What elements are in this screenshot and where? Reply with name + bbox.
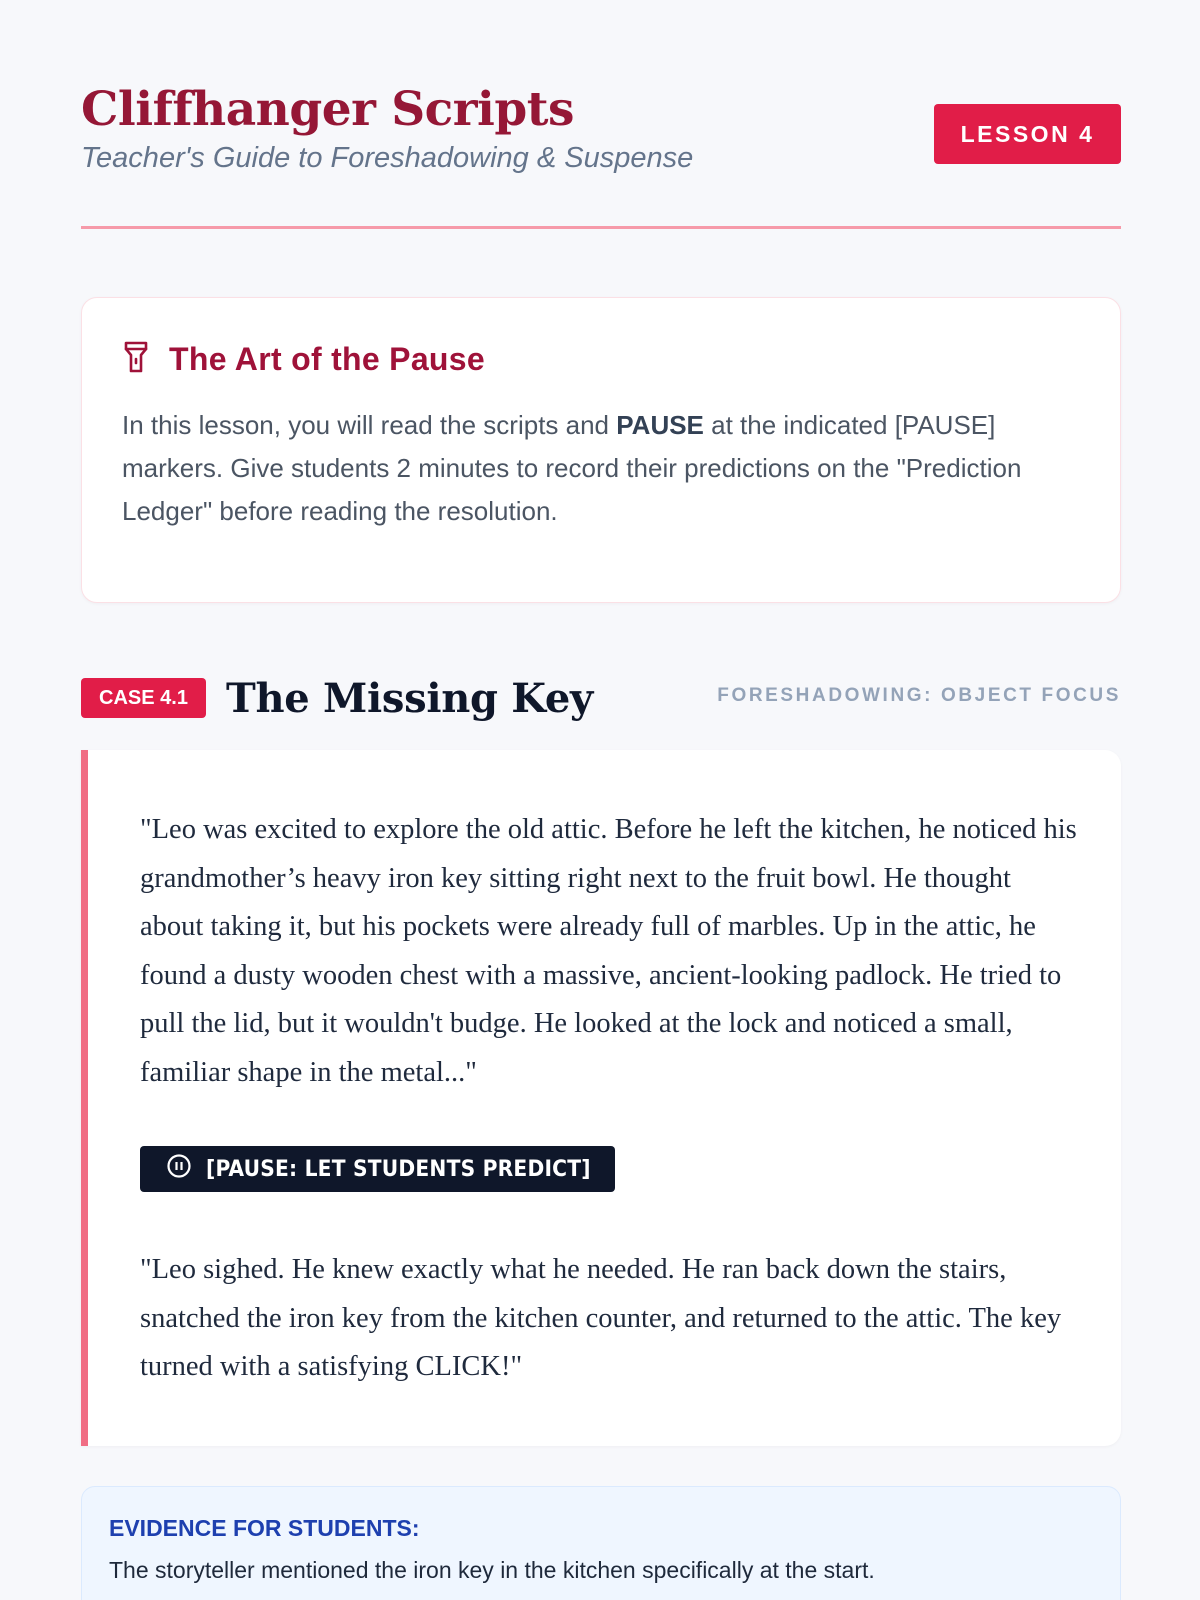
lesson-badge: LESSON 4 <box>934 104 1121 164</box>
header-divider <box>81 226 1121 229</box>
flashlight-icon <box>122 340 150 379</box>
intro-card <box>81 297 1121 603</box>
intro-text-bold: PAUSE <box>616 410 704 440</box>
pause-label: [PAUSE: LET STUDENTS PREDICT] <box>206 1156 591 1182</box>
page-subtitle: Teacher's Guide to Foreshadowing & Suspense <box>81 142 694 174</box>
story-card <box>81 750 1121 1446</box>
page-header <box>81 82 1121 182</box>
story-part-2: "Leo sighed. He knew exactly what he needed. He ran back down the stairs, snatched the iron key from the kitchen counter, and returned to the attic. The key turned with a satisfying CLICK!" <box>140 1254 1062 1383</box>
pause-circle-icon <box>166 1153 206 1185</box>
pause-marker <box>140 1146 615 1192</box>
case-title: The Missing Key <box>226 675 593 722</box>
intro-title: The Art of the Pause <box>169 341 485 377</box>
story-part-1: "Leo was excited to explore the old attic. Before he left the kitchen, he noticed his grandmother’s heavy iron key sitting right next to the fruit bowl. He thought about taking it, but his pockets were already full of marbles. Up in the attic, he found a dusty wooden chest with a massive, ancient-looking padlock. He tried to pull the lid, but it wouldn't budge. He looked at the lock and noticed a small, familiar shape in the metal..." <box>140 814 1077 1088</box>
page-title: Cliffhanger Scripts <box>81 82 574 137</box>
intro-text-before: In this lesson, you will read the scripts and <box>122 410 617 440</box>
case-badge: CASE 4.1 <box>81 678 206 718</box>
evidence-title: EVIDENCE FOR STUDENTS: <box>109 1515 420 1541</box>
intro-heading <box>122 340 485 379</box>
evidence-text: The storyteller mentioned the iron key in the kitchen specifically at the start. <box>109 1557 875 1583</box>
case-heading <box>81 670 1121 730</box>
intro-text <box>122 404 1092 533</box>
case-focus-label: FORESHADOWING: OBJECT FOCUS <box>717 685 1121 706</box>
evidence-box <box>81 1486 1121 1600</box>
intro-text-after: at the indicated [PAUSE] markers. Give students 2 minutes to record their predictions on the "Prediction Ledger" before reading the resolution. <box>122 410 1022 526</box>
